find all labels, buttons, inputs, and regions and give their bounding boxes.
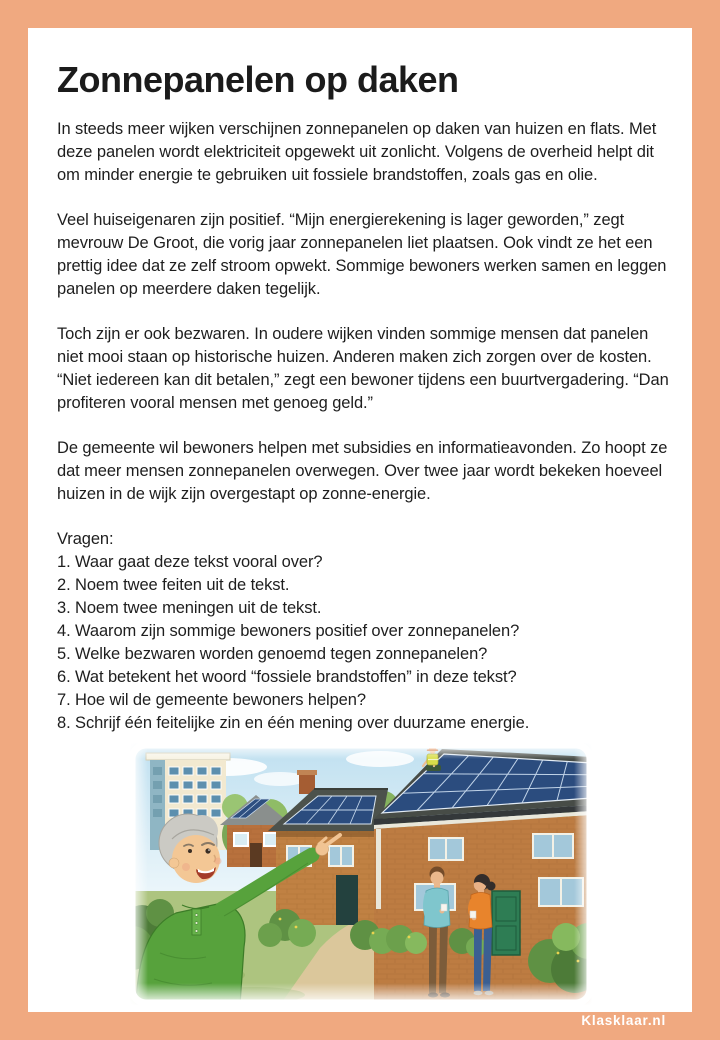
article-paragraph: Veel huiseigenaren zijn positief. “Mijn energierekening is lager geworden,” zegt mevrouw De Groot, die vorig jaar zonnepanelen liet plaatsen. Ook vindt ze het een prettig idee dat ze zelf stroom opwekt. Sommige bewoners werken samen en leggen panelen op meerdere daken tegelijk. — [57, 211, 667, 298]
article-illustration — [130, 743, 592, 1010]
question-item: 3. Noem twee meningen uit de tekst. — [57, 599, 322, 617]
watermark-brand: Klasklaar.nl — [581, 1013, 666, 1028]
illustration-svg — [130, 743, 592, 1005]
article-paragraph: Toch zijn er ook bezwaren. In oudere wijken vinden sommige mensen dat panelen niet mooi staan op historische huizen. Anderen maken zich zorgen over de kosten. “Niet iedereen kan dit betalen,” zegt een bewoner tijdens een buurtvergadering. “Dan profiteren vooral mensen met genoeg geld.” — [57, 325, 669, 412]
page-title: Zonnepanelen op daken — [57, 59, 459, 100]
questions-heading: Vragen: — [57, 530, 114, 548]
green-door — [492, 891, 520, 955]
question-item: 7. Hoe wil de gemeente bewoners helpen? — [57, 691, 366, 709]
question-item: 5. Welke bezwaren worden genoemd tegen zonnepanelen? — [57, 645, 488, 663]
article-paragraph: De gemeente wil bewoners helpen met subsidies en informatieavonden. Zo hoopt ze dat meer mensen zonnepanelen overwegen. Over twee jaar wordt bekeken hoeveel huizen in de wijk zijn overgestapt op zonne-energie. — [57, 439, 668, 503]
article-body — [57, 118, 671, 506]
question-item: 4. Waarom zijn sommige bewoners positief over zonnepanelen? — [57, 622, 520, 640]
question-item: 2. Noem twee feiten uit de tekst. — [57, 576, 290, 594]
article-paragraph: In steeds meer wijken verschijnen zonnepanelen op daken van huizen en flats. Met deze panelen wordt elektriciteit opgewekt uit zonlicht. Volgens de overheid helpt dit om minder energie te gebruiken uit fossiele brandstoffen, zoals gas en olie. — [57, 120, 657, 184]
question-item: 6. Wat betekent het woord “fossiele brandstoffen” in deze tekst? — [57, 668, 517, 686]
worksheet-paper — [28, 28, 692, 1012]
question-item: 8. Schrijf één feitelijke zin en één mening over duurzame energie. — [57, 714, 530, 732]
questions-list — [57, 528, 671, 735]
question-item: 1. Waar gaat deze tekst vooral over? — [57, 553, 323, 571]
